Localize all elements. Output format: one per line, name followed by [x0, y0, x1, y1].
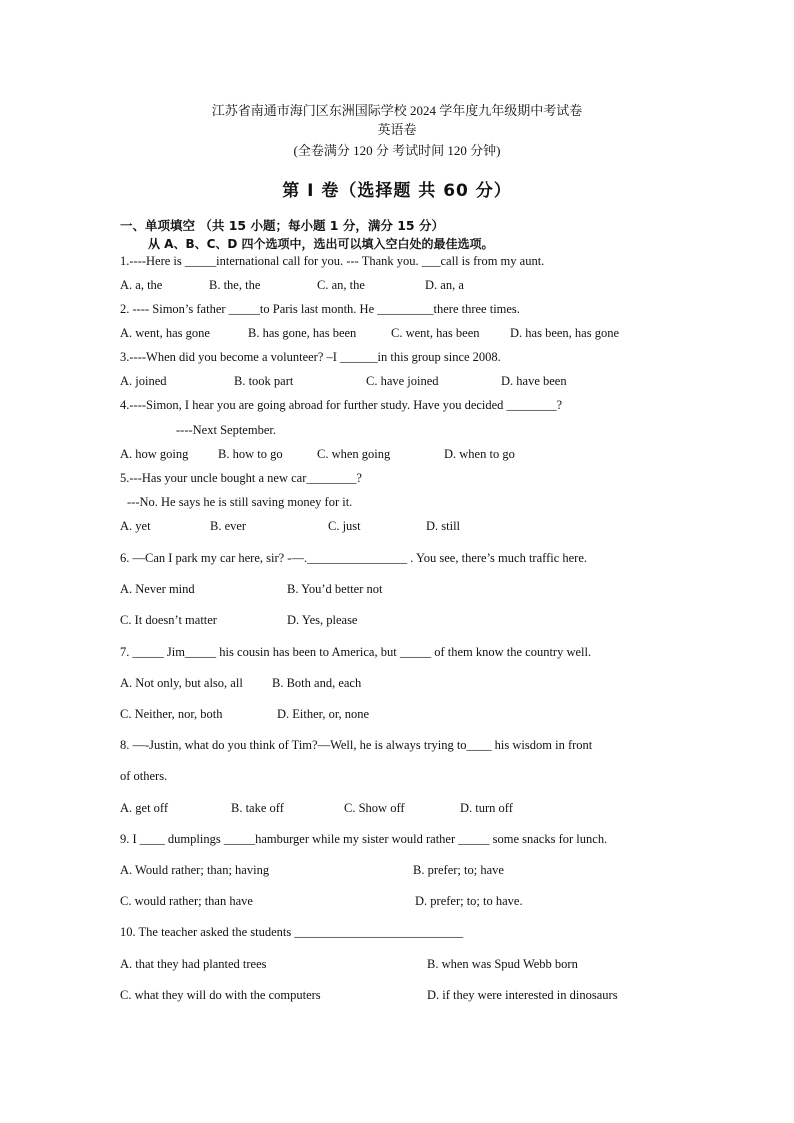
option-c: C. Neither, nor, both [120, 707, 223, 721]
section-heading: 一、单项填空 （共 15 小题；每小题 1 分，满分 15 分） [120, 218, 444, 233]
question-stem: 2. ---- Simon’s father _____to Paris last month. He _________there three times. [120, 302, 520, 316]
option-d: D. Yes, please [287, 613, 358, 627]
question-stem-reply: ---No. He says he is still saving money for it. [127, 495, 353, 509]
option-b: B. You’d better not [287, 582, 383, 596]
option-b: B. take off [231, 801, 284, 815]
option-d: D. an, a [425, 278, 464, 292]
option-c: C. went, has been [391, 326, 480, 340]
option-b: B. the, the [209, 278, 261, 292]
option-b: B. has gone, has been [248, 326, 357, 340]
question-stem: 5.---Has your uncle bought a new car________? [120, 471, 362, 485]
question-stem: 4.----Simon, I hear you are going abroad for further study. Have you decided ________? [120, 398, 563, 412]
option-a: A. a, the [120, 278, 163, 292]
option-c: C. an, the [317, 278, 365, 292]
school-title: 江苏省南通市海门区东洲国际学校 2024 学年度九年级期中考试卷 [211, 103, 583, 118]
option-c: C. what they will do with the computers [120, 988, 321, 1002]
question-stem: 10. The teacher asked the students ___________________________ [120, 925, 464, 939]
option-a: A. went, has gone [120, 326, 210, 340]
option-d: D. has been, has gone [510, 326, 619, 340]
option-a: A. Not only, but also, all [120, 676, 243, 690]
question-stem-reply: ----Next September. [176, 423, 276, 437]
option-a: A. yet [120, 519, 151, 533]
option-d: D. have been [501, 374, 567, 388]
option-c: C. when going [317, 447, 391, 461]
question-stem: 6. —Can I park my car here, sir? -—.________________ . You see, there’s much traffic here. [120, 551, 588, 565]
question-stem: 7. _____ Jim_____ his cousin has been to America, but _____ of them know the country well. [120, 645, 592, 659]
option-d: D. if they were interested in dinosaurs [427, 988, 618, 1002]
exam-info: (全卷满分 120 分 考试时间 120 分钟) [293, 143, 501, 158]
option-d: D. when to go [444, 447, 515, 461]
option-a: A. that they had planted trees [120, 957, 267, 971]
option-b: B. how to go [218, 447, 283, 461]
option-b: B. ever [210, 519, 247, 533]
option-a: A. Would rather; than; having [120, 863, 270, 877]
part-title: 第 I 卷（选择题 共 60 分） [282, 181, 512, 201]
option-c: C. have joined [366, 374, 439, 388]
question-stem: 8. —-Justin, what do you think of Tim?—Well, he is always trying to____ his wisdom in front [120, 738, 593, 752]
option-a: A. Never mind [120, 582, 195, 596]
option-b: B. Both and, each [272, 676, 362, 690]
question-stem: 1.----Here is _____international call for you. --- Thank you. ___call is from my aunt. [120, 254, 545, 268]
option-a: A. how going [120, 447, 189, 461]
option-d: D. Either, or, none [277, 707, 370, 721]
option-c: C. would rather; than have [120, 894, 253, 908]
subject-title: 英语卷 [377, 122, 417, 137]
option-d: D. prefer; to; to have. [415, 894, 523, 908]
question-stem-continued: of others. [120, 769, 168, 783]
option-b: B. took part [234, 374, 294, 388]
option-a: A. joined [120, 374, 167, 388]
option-d: D. still [426, 519, 461, 533]
section-instruction: 从 A、B、C、D 四个选项中，选出可以填入空白处的最佳选项。 [148, 237, 494, 251]
option-d: D. turn off [460, 801, 513, 815]
option-c: C. It doesn’t matter [120, 613, 217, 627]
option-b: B. prefer; to; have [413, 863, 504, 877]
question-stem: 9. I ____ dumplings _____hamburger while my sister would rather _____ some snacks for lunch. [120, 832, 608, 846]
option-c: C. Show off [344, 801, 405, 815]
option-b: B. when was Spud Webb born [427, 957, 578, 971]
option-a: A. get off [120, 801, 169, 815]
question-stem: 3.----When did you become a volunteer? –I ______in this group since 2008. [120, 350, 501, 364]
option-c: C. just [328, 519, 361, 533]
